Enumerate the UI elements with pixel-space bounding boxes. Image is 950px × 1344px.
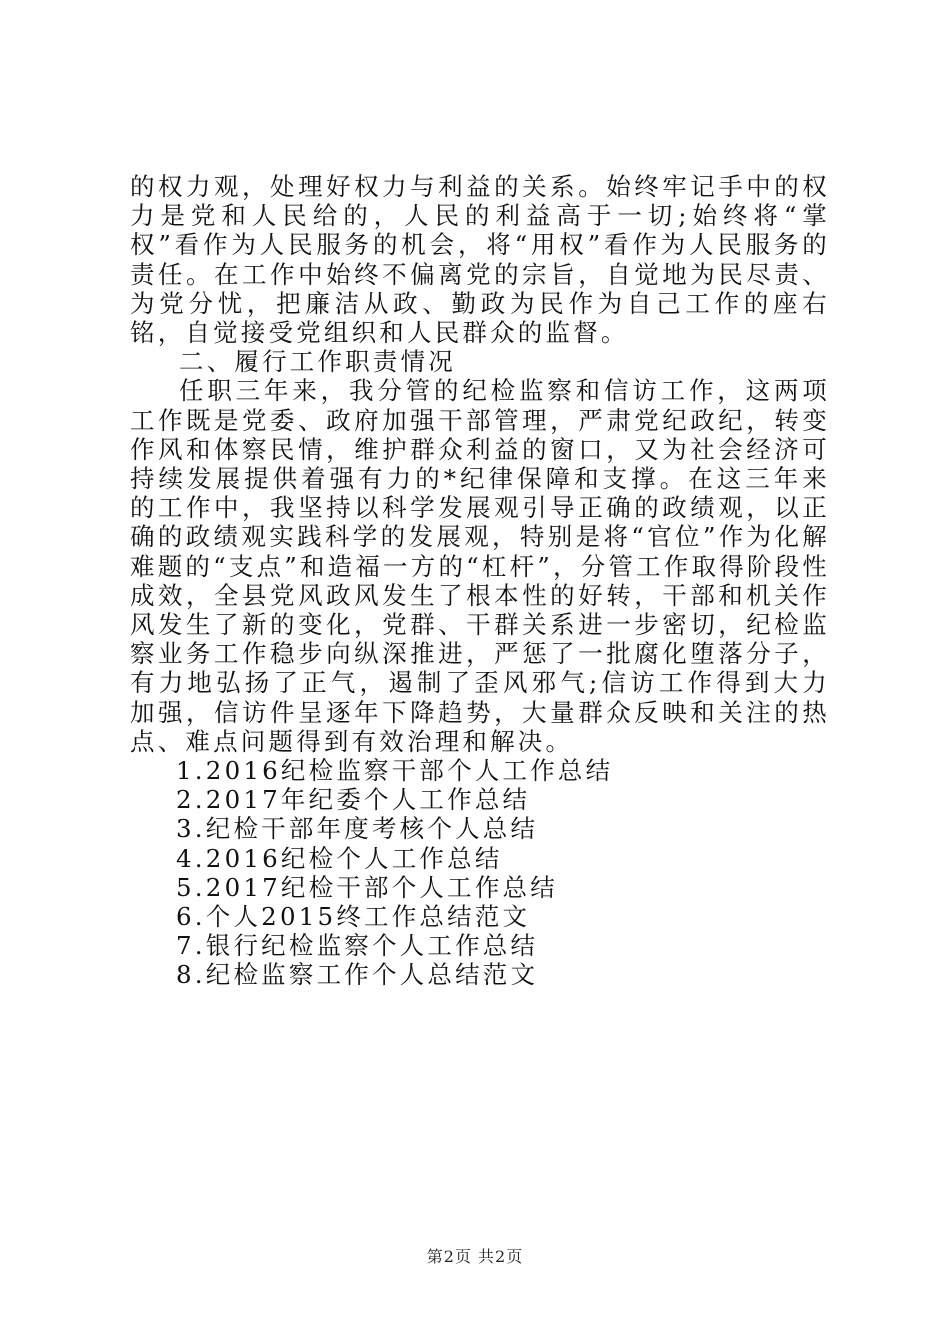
document-body: [130, 172, 830, 990]
body-paragraph-1: 的权力观，处理好权力与利益的关系。始终牢记手中的权力是党和人民给的，人民的利益高于一切;始终将“掌权”看作为人民服务的机会，将“用权”看作为人民服务的责任。在工作中始终不偏离党的宗旨，自觉地为民尽责、为党分忧，把廉洁从政、勤政为民作为自己工作的座右铭，自觉接受党组织和人民群众的监督。: [130, 172, 830, 348]
list-item[interactable]: 5.2017纪检干部个人工作总结: [176, 872, 558, 902]
list-item[interactable]: 1.2016纪检监察干部个人工作总结: [176, 756, 614, 786]
list-item[interactable]: 2.2017年纪委个人工作总结: [176, 785, 531, 815]
list-item[interactable]: 6.个人2015终工作总结范文: [176, 902, 531, 932]
page-number: 第2页 共2页: [426, 1247, 524, 1266]
section-heading: 二、履行工作职责情况: [179, 347, 456, 377]
list-item[interactable]: 8.纪检监察工作个人总结范文: [176, 960, 539, 990]
list-item[interactable]: 3.纪检干部年度考核个人总结: [176, 814, 539, 844]
related-articles-list: [130, 756, 830, 990]
page-footer: [0, 1244, 950, 1267]
body-paragraph-2: 任职三年来，我分管的纪检监察和信访工作，这两项工作既是党委、政府加强干部管理，严肃党纪政纪，转变作风和体察民情，维护群众利益的窗口，又为社会经济可持续发展提供着强有力的*纪律保障和支撑。在这三年来的工作中，我坚持以科学发展观引导正确的政绩观，以正确的政绩观实践科学的发展观，特别是将“官位”作为化解难题的“支点”和造福一方的“杠杆”，分管工作取得阶段性成效，全县党风政风发生了根本性的好转，干部和机关作风发生了新的变化，党群、干群关系进一步密切，纪检监察业务工作稳步向纵深推进，严惩了一批腐化堕落分子，有力地弘扬了正气，遏制了歪风邪气;信访工作得到大力加强，信访件呈逐年下降趋势，大量群众反映和关注的热点、难点问题得到有效治理和解决。: [130, 376, 830, 756]
list-item[interactable]: 7.银行纪检监察个人工作总结: [176, 931, 539, 961]
list-item[interactable]: 4.2016纪检个人工作总结: [176, 843, 503, 873]
